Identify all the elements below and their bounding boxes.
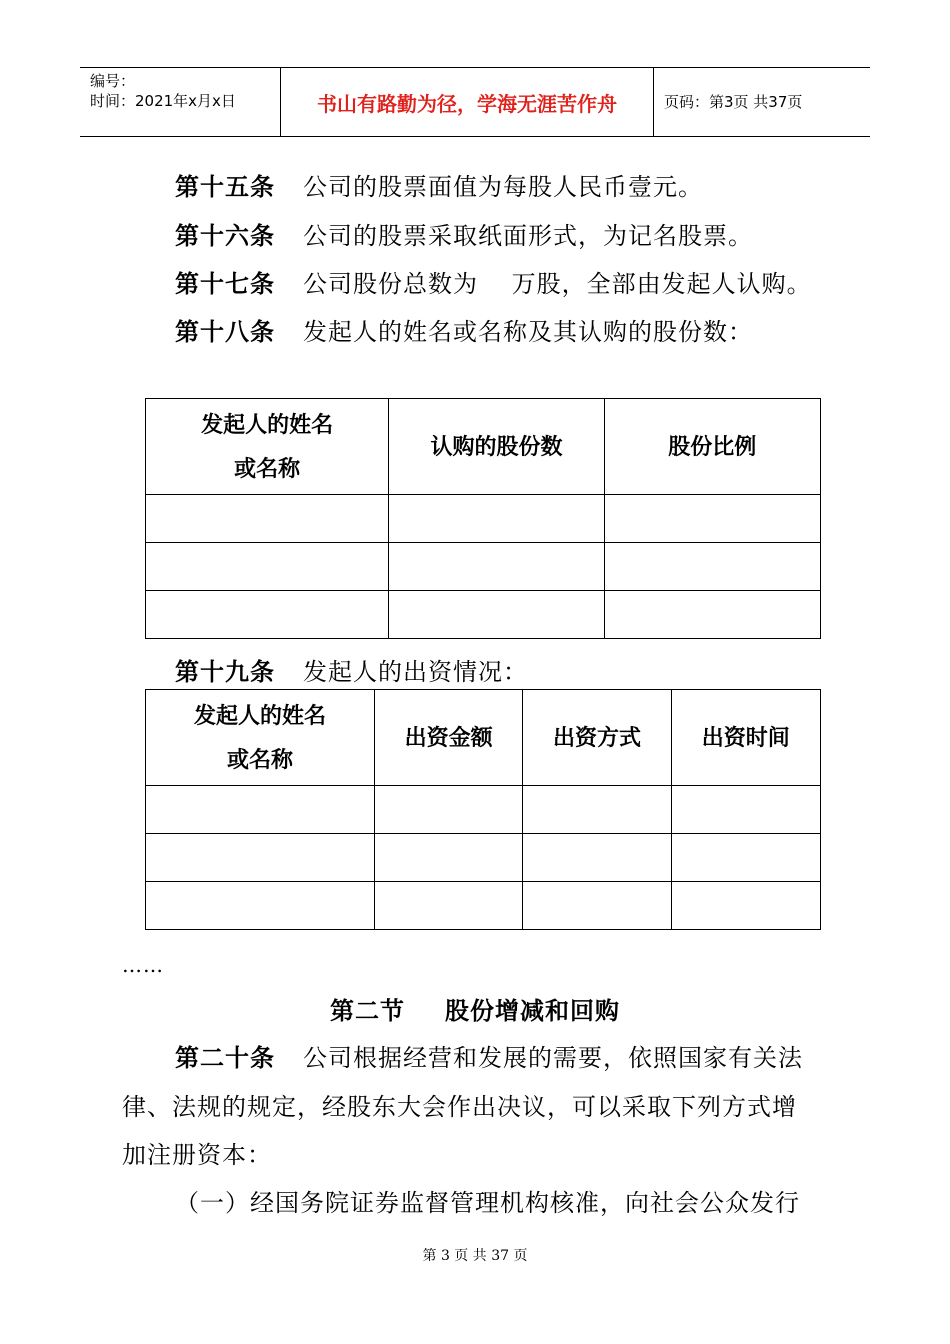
table-header-row	[146, 690, 821, 786]
article-17	[175, 267, 812, 301]
article-15-text: 公司的股票面值为每股人民币壹元。	[303, 173, 703, 201]
article-20-line3: 加注册资本：	[122, 1141, 272, 1169]
table1-header-ratio: 股份比例	[604, 399, 820, 495]
article-20-line2: 律、法规的规定，经股东大会作出决议，可以采取下列方式增	[122, 1093, 797, 1121]
contribution-table	[145, 689, 821, 930]
table2-header-name: 发起人的姓名 或名称	[146, 690, 375, 786]
table-header-row	[146, 399, 821, 495]
doc-time-label: 时间：2021年x月x日	[90, 92, 236, 110]
article-17-text: 公司股份总数为 万股，全部由发起人认购。	[303, 270, 812, 298]
table1-header-shares: 认购的股份数	[389, 399, 604, 495]
table-row	[146, 591, 821, 639]
article-19-title: 第十九条	[175, 657, 275, 686]
article-16-title: 第十六条	[175, 221, 275, 250]
header-motto: 书山有路勤为径，学海无涯苦作舟	[317, 91, 617, 116]
article-19-text: 发起人的出资情况：	[303, 658, 528, 686]
section-number: 第二节	[330, 996, 405, 1025]
table-row	[146, 834, 821, 882]
table2-header-amount: 出资金额	[374, 690, 522, 786]
header-motto-cell	[281, 68, 654, 136]
ellipsis: ……	[122, 953, 164, 977]
article-19	[175, 655, 528, 689]
table1-header-name: 发起人的姓名 或名称	[146, 399, 389, 495]
table2-header-method: 出资方式	[523, 690, 671, 786]
article-16-text: 公司的股票采取纸面形式，为记名股票。	[303, 222, 753, 250]
article-15-title: 第十五条	[175, 172, 275, 201]
page-footer: 第 3 页 共 37 页	[422, 1248, 528, 1264]
page-header	[80, 67, 870, 137]
table-row	[146, 786, 821, 834]
article-17-title: 第十七条	[175, 269, 275, 298]
article-15	[175, 170, 703, 204]
article-18-title: 第十八条	[175, 317, 275, 346]
table-row	[146, 543, 821, 591]
section-heading	[0, 994, 950, 1028]
article-18	[175, 315, 753, 349]
header-page-cell	[654, 68, 870, 136]
header-page-label: 页码：第3页 共37页	[664, 93, 803, 111]
table-row	[146, 495, 821, 543]
article-20-title: 第二十条	[175, 1043, 275, 1072]
table-row	[146, 882, 821, 930]
header-info-cell	[80, 68, 281, 136]
doc-number-label: 编号：	[90, 72, 136, 90]
article-18-text: 发起人的姓名或名称及其认购的股份数：	[303, 318, 753, 346]
article-20-line1: 第二十条 公司根据经营和发展的需要，依照国家有关法	[175, 1043, 803, 1072]
section-title: 股份增减和回购	[445, 996, 620, 1025]
article-20-item1: （一）经国务院证券监督管理机构核准，向社会公众发行	[175, 1189, 800, 1217]
article-16	[175, 219, 753, 253]
table2-header-time: 出资时间	[671, 690, 820, 786]
subscription-table	[145, 398, 821, 639]
